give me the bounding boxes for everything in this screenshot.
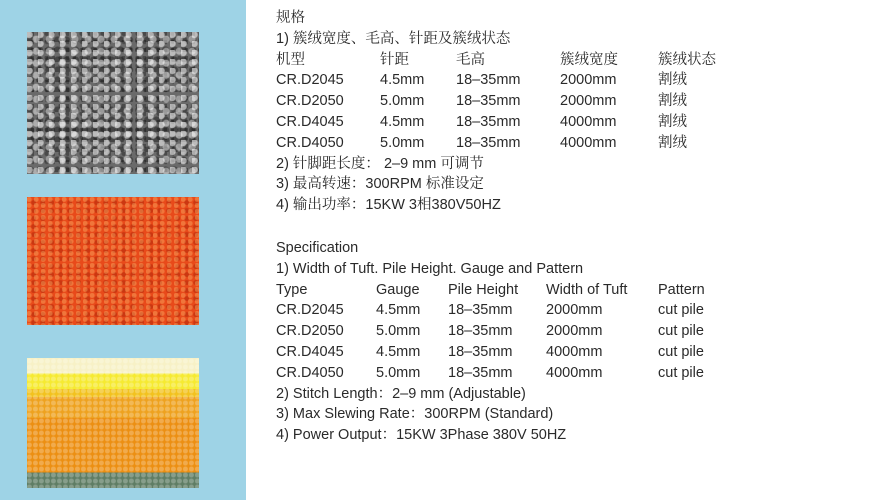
cn-item-4: 4) 输出功率：15KW 3相380V50HZ [276, 197, 501, 214]
cn-header-model: 机型 [276, 51, 305, 68]
cn-cell-pile-height: 18–35mm [456, 113, 521, 130]
en-cell-pile-height: 18–35mm [448, 323, 513, 340]
en-cell-pattern: cut pile [658, 323, 704, 340]
cn-table-row [276, 133, 687, 154]
carpet-sample-red-image [27, 197, 199, 325]
cn-header-pile-height: 毛高 [456, 51, 485, 68]
cn-cell-gauge: 5.0mm [380, 93, 425, 110]
en-cell-type: CR.D4045 [276, 343, 344, 360]
en-table-row [276, 363, 704, 384]
en-header-type: Type [276, 281, 308, 298]
cn-item-2: 2) 针脚距长度： 2–9 mm 可调节 [276, 155, 484, 172]
en-cell-width: 2000mm [546, 302, 603, 319]
en-header-width: Width of Tuft [546, 281, 628, 298]
cn-header-width: 簇绒宽度 [560, 51, 618, 68]
cn-table-header [276, 50, 716, 71]
cn-cell-pattern: 割绒 [658, 113, 687, 130]
carpet-sample-striped-image [27, 358, 199, 488]
cn-cell-pile-height: 18–35mm [456, 134, 521, 151]
cn-item-3: 3) 最高转速：300RPM 标准设定 [276, 176, 484, 193]
english-spec-block [276, 238, 705, 446]
cn-cell-width: 2000mm [560, 72, 617, 89]
en-cell-gauge: 5.0mm [376, 364, 421, 381]
carpet-sample-gray-image [27, 32, 199, 174]
cn-table-row [276, 91, 687, 112]
en-item-4: 4) Power Output：15KW 3Phase 380V 50HZ [276, 427, 567, 444]
chinese-spec-block [276, 8, 716, 216]
en-cell-type: CR.D2050 [276, 323, 344, 340]
cn-header-gauge: 针距 [380, 51, 409, 68]
en-cell-pattern: cut pile [658, 364, 704, 381]
en-item-2: 2) Stitch Length：2–9 mm (Adjustable) [276, 385, 526, 402]
cn-cell-model: CR.D2050 [276, 93, 344, 110]
en-cell-width: 4000mm [546, 364, 603, 381]
en-header-gauge: Gauge [376, 281, 420, 298]
en-cell-pattern: cut pile [658, 343, 704, 360]
cn-table-row [276, 70, 687, 91]
cn-cell-gauge: 5.0mm [380, 134, 425, 151]
en-table-row [276, 300, 704, 321]
en-cell-gauge: 5.0mm [376, 323, 421, 340]
en-table-row [276, 342, 704, 363]
en-cell-pile-height: 18–35mm [448, 364, 513, 381]
en-table-row [276, 321, 704, 342]
cn-cell-pattern: 割绒 [658, 93, 687, 110]
en-item-1: 1) Width of Tuft. Pile Height. Gauge and Pattern [276, 260, 584, 277]
en-cell-gauge: 4.5mm [376, 343, 421, 360]
cn-cell-model: CR.D2045 [276, 72, 344, 89]
cn-table-row [276, 112, 687, 133]
en-cell-pattern: cut pile [658, 302, 704, 319]
en-table-header [276, 280, 705, 301]
en-title: Specification [276, 240, 359, 256]
sample-sidebar [0, 0, 246, 500]
cn-title: 规格 [276, 10, 305, 26]
cn-header-pattern: 簇绒状态 [658, 51, 716, 68]
cn-cell-pattern: 割绒 [658, 134, 687, 151]
cn-cell-model: CR.D4045 [276, 113, 344, 130]
cn-cell-width: 2000mm [560, 93, 617, 110]
en-cell-type: CR.D2045 [276, 302, 344, 319]
cn-cell-width: 4000mm [560, 113, 617, 130]
en-header-pattern: Pattern [658, 281, 705, 298]
en-header-pile-height: Pile Height [448, 281, 519, 298]
cn-cell-pile-height: 18–35mm [456, 72, 521, 89]
cn-cell-pile-height: 18–35mm [456, 93, 521, 110]
cn-item-1: 1) 簇绒宽度、毛高、针距及簇绒状态 [276, 30, 511, 47]
en-cell-pile-height: 18–35mm [448, 343, 513, 360]
en-cell-gauge: 4.5mm [376, 302, 421, 319]
cn-cell-model: CR.D4050 [276, 134, 344, 151]
en-cell-width: 4000mm [546, 343, 603, 360]
cn-cell-gauge: 4.5mm [380, 113, 425, 130]
en-cell-width: 2000mm [546, 323, 603, 340]
cn-cell-width: 4000mm [560, 134, 617, 151]
en-cell-pile-height: 18–35mm [448, 302, 513, 319]
cn-cell-pattern: 割绒 [658, 72, 687, 89]
en-cell-type: CR.D4050 [276, 364, 344, 381]
cn-cell-gauge: 4.5mm [380, 72, 425, 89]
en-item-3: 3) Max Slewing Rate：300RPM (Standard) [276, 406, 554, 423]
